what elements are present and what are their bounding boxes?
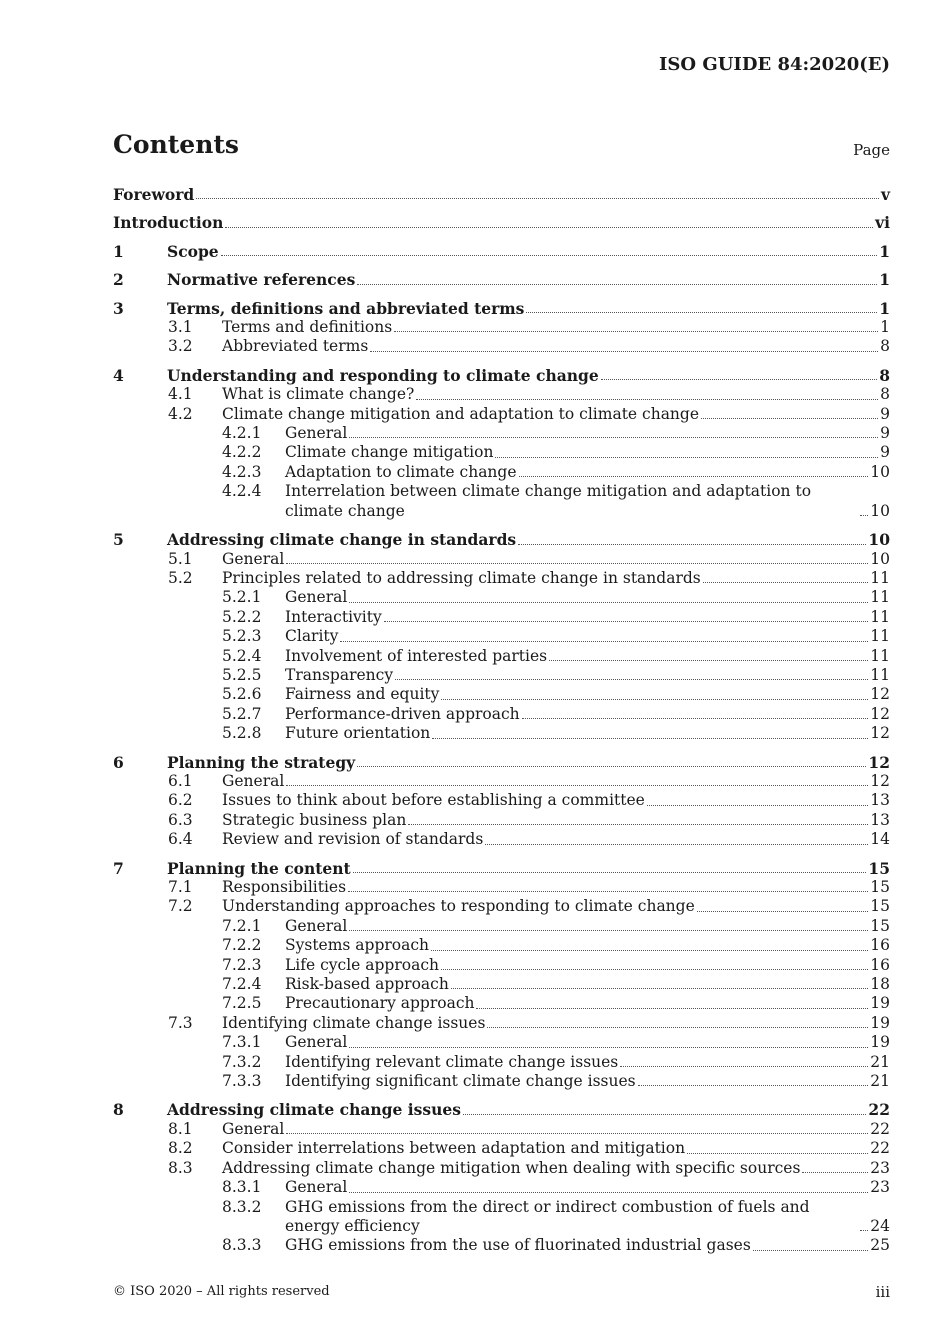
toc-entry-page: 22 [868,1100,890,1120]
toc-entry[interactable] [113,897,890,916]
toc-entry-page: 22 [870,1119,890,1138]
dot-leader [518,544,866,545]
toc-entry-number: 7.3.3 [222,1072,262,1091]
toc-entry-title: Review and revision of standards [222,830,484,849]
toc-entry-title: General [285,424,348,443]
dot-leader [638,1085,869,1086]
dot-leader [221,255,878,256]
toc-entry[interactable] [113,1120,890,1139]
copyright-notice: © ISO 2020 – All rights reserved [113,1284,330,1299]
toc-entry-title: General [222,771,285,790]
toc-entry-page: vi [875,213,890,233]
toc-entry-number: 8 [113,1100,124,1120]
toc-entry-number: 5.2.4 [222,646,262,665]
page-number: iii [875,1283,890,1301]
toc-entry-title: Precautionary approach [285,994,475,1013]
toc-entry-page: 22 [870,1139,890,1158]
toc-entry[interactable] [113,830,890,849]
toc-entry[interactable] [113,424,890,443]
dot-leader [703,582,869,583]
toc-entry-title: Addressing climate change issues [167,1100,461,1120]
toc-entry-number: 4.2.4 [222,482,262,501]
dot-leader [349,437,878,438]
toc-entry-page: 16 [870,955,890,974]
dot-leader [487,1027,868,1028]
toc-entry-number: 7 [113,858,124,878]
dot-leader [340,641,868,642]
toc-entry[interactable] [113,791,890,810]
toc-entry-number: 5.1 [168,549,193,568]
toc-entry-page: 1 [879,270,890,290]
dot-leader [394,331,878,332]
toc-entry-page: 1 [880,318,890,337]
toc-entry-number: 6.2 [168,791,193,810]
dot-leader [697,911,869,912]
toc-entry-title: Planning the strategy [167,752,356,772]
toc-entry-title: GHG emissions from the direct or indirect combustion of fuels and energy efficiency [285,1197,810,1235]
contents-heading: Contents [113,130,240,159]
toc-entry-number: 5.2.6 [222,685,262,704]
dot-leader [753,1250,868,1251]
dot-leader [196,198,879,199]
toc-entry-page: 23 [870,1178,890,1197]
toc-entry-number: 5.2.3 [222,627,262,646]
toc-entry-title: Issues to think about before establishing a committee [222,791,645,810]
toc-entry-title: Scope [167,241,219,261]
toc-entry-title: Understanding approaches to responding to climate change [222,897,695,916]
dot-leader [384,621,869,622]
toc-entry[interactable] [113,366,890,385]
toc-entry-title: Transparency [285,665,394,684]
toc-entry-number: 4.1 [168,385,193,404]
toc-entry-number: 2 [113,270,124,290]
toc-entry-title: Terms, definitions and abbreviated terms [167,298,525,318]
toc-entry[interactable] [113,337,890,356]
dot-leader [522,718,869,719]
dot-leader [860,1230,868,1231]
toc-entry-number: 4.2.3 [222,462,262,481]
toc-entry-page: 1 [879,298,890,318]
toc-entry[interactable] [113,753,890,772]
dot-leader [286,563,868,564]
toc-entry-number: 7.2.1 [222,916,262,935]
dot-leader [348,891,868,892]
toc-entry-title: What is climate change? [222,385,415,404]
dot-leader [549,660,868,661]
toc-entry[interactable] [113,859,890,878]
toc-entry-number: 8.3.2 [222,1197,262,1216]
toc-entry[interactable] [113,1033,890,1052]
toc-entry-number: 5.2.8 [222,724,262,743]
toc-entry-number: 7.2.2 [222,936,262,955]
toc-entry[interactable] [113,1236,890,1255]
toc-entry[interactable] [113,1159,890,1178]
toc-entry-title: Future orientation [285,724,431,743]
toc-entry-page: 11 [870,627,890,646]
toc-entry[interactable] [113,666,890,685]
toc-entry-page: 25 [870,1236,890,1255]
toc-entry-number: 6.4 [168,830,193,849]
toc-entry[interactable] [113,569,890,588]
dot-leader [802,1172,868,1173]
toc-entry-number: 7.2.5 [222,994,262,1013]
dot-leader [519,476,869,477]
toc-entry-number: 8.3.3 [222,1236,262,1255]
toc-entry-page: 18 [870,975,890,994]
toc-entry[interactable] [113,318,890,337]
toc-entry-title: Adaptation to climate change [285,462,517,481]
toc-entry[interactable] [113,917,890,936]
dot-leader [395,679,868,680]
toc-entry-title: Abbreviated terms [222,337,369,356]
toc-entry-page: 10 [870,549,890,568]
toc-entry-title: General [222,549,285,568]
toc-entry-number: 3.1 [168,318,193,337]
toc-entry-page: 12 [868,752,890,772]
dot-leader [451,988,868,989]
toc-entry-number: 7.3.2 [222,1052,262,1071]
toc-entry[interactable] [113,724,890,743]
table-of-contents [113,185,890,1256]
dot-leader [432,738,868,739]
toc-entry[interactable] [113,213,890,232]
toc-entry[interactable] [113,685,890,704]
toc-entry[interactable] [113,1014,890,1033]
toc-entry-title: Life cycle approach [285,955,439,974]
dot-leader [476,1008,868,1009]
dot-leader [357,766,866,767]
toc-entry-title: Responsibilities [222,878,347,896]
toc-entry-page: 14 [870,830,890,849]
toc-entry-number: 5.2.1 [222,588,262,607]
toc-entry-number: 5.2 [168,568,193,587]
toc-entry-page: 12 [870,724,890,743]
toc-entry-number: 7.3 [168,1013,193,1032]
dot-leader [349,602,868,603]
dot-leader [370,351,878,352]
toc-entry-page: 11 [870,646,890,665]
toc-entry-title: Identifying relevant climate change issues [285,1052,619,1071]
toc-entry-number: 6.1 [168,771,193,790]
toc-entry[interactable] [113,1053,890,1072]
toc-entry-page: 19 [870,1013,890,1032]
toc-entry-title: Understanding and responding to climate change [167,365,599,385]
toc-entry-title: Principles related to addressing climate change in standards [222,568,701,587]
dot-leader [349,1192,868,1193]
toc-entry-number: 5 [113,530,124,550]
toc-entry[interactable] [113,647,890,666]
dot-leader [353,872,867,873]
toc-entry-page: 21 [870,1072,890,1091]
dot-leader [860,515,868,516]
dot-leader [431,950,868,951]
toc-entry-title: Interactivity [285,607,382,626]
toc-entry-page: 12 [870,771,890,790]
dot-leader [349,930,868,931]
toc-entry-title: Normative references [167,270,356,290]
toc-entry-page: 12 [870,685,890,704]
toc-entry-number: 7.3.1 [222,1033,262,1052]
toc-entry-number: 7.1 [168,878,193,896]
toc-entry[interactable] [113,975,890,994]
dot-leader [620,1066,868,1067]
toc-entry-page: 9 [880,443,890,462]
toc-entry-title: Performance-driven approach [285,704,520,723]
toc-entry-title: Fairness and equity [285,685,440,704]
toc-entry[interactable] [113,1198,890,1237]
toc-entry[interactable] [113,405,890,424]
toc-entry-title: Climate change mitigation and adaptation to climate change [222,404,700,423]
toc-entry-title: GHG emissions from the use of fluorinated industrial gases [285,1236,751,1255]
toc-entry-title: Addressing climate change mitigation when dealing with specific sources [222,1158,801,1177]
toc-entry-title: Consider interrelations between adaptation and mitigation [222,1139,686,1158]
toc-entry-title: General [285,588,348,607]
toc-entry-page: 23 [870,1158,890,1177]
toc-entry-title: Clarity [285,627,339,646]
toc-entry-title: General [285,916,348,935]
toc-entry-page: 13 [870,791,890,810]
toc-entry-title: Risk-based approach [285,975,449,994]
dot-leader [441,969,868,970]
toc-entry[interactable] [113,588,890,607]
dot-leader [701,418,878,419]
toc-entry-number: 4.2.1 [222,424,262,443]
toc-entry[interactable] [113,530,890,549]
toc-entry-page: 15 [870,897,890,916]
toc-entry-number: 3.2 [168,337,193,356]
toc-entry-number: 8.2 [168,1139,193,1158]
toc-entry[interactable] [113,550,890,569]
toc-entry-title: Planning the content [167,858,351,878]
toc-entry[interactable] [113,185,890,204]
dot-leader [687,1153,868,1154]
toc-entry-number: 6.3 [168,810,193,829]
toc-entry-page: 19 [870,1033,890,1052]
toc-entry-page: 11 [870,588,890,607]
toc-entry-page: 9 [880,404,890,423]
toc-entry[interactable] [113,1139,890,1158]
dot-leader [408,824,868,825]
toc-entry-page: 15 [868,858,890,878]
toc-entry-title: General [285,1033,348,1052]
dot-leader [647,805,868,806]
toc-entry-page: 9 [880,424,890,443]
dot-leader [349,1047,868,1048]
toc-entry-title: General [285,1178,348,1197]
dot-leader [526,312,877,313]
toc-entry-title: Systems approach [285,936,430,955]
toc-entry[interactable] [113,463,890,482]
toc-entry-number: 8.3.1 [222,1178,262,1197]
dot-leader [495,457,878,458]
toc-entry-number: 6 [113,752,124,772]
toc-entry[interactable] [113,1072,890,1091]
dot-leader [601,379,877,380]
toc-entry[interactable] [113,956,890,975]
toc-entry-page: 15 [870,878,890,896]
toc-entry-page: 19 [870,994,890,1013]
toc-entry-number: 8.3 [168,1158,193,1177]
toc-entry-page: 8 [880,337,890,356]
toc-entry[interactable] [113,242,890,261]
toc-entry[interactable] [113,443,890,462]
toc-entry-page: 12 [870,704,890,723]
toc-entry[interactable] [113,482,890,521]
toc-entry-title: General [222,1119,285,1138]
toc-entry[interactable] [113,1100,890,1119]
dot-leader [357,284,877,285]
toc-entry[interactable] [113,994,890,1013]
document-code: ISO GUIDE 84:2020(E) [659,54,890,75]
toc-entry[interactable] [113,878,890,897]
dot-leader [441,699,868,700]
toc-entry-title: Addressing climate change in standards [167,530,517,550]
toc-entry-number: 7.2.3 [222,955,262,974]
toc-entry-number: 5.2.7 [222,704,262,723]
toc-entry-title: Climate change mitigation [285,443,494,462]
toc-entry-number: 4.2 [168,404,193,423]
toc-entry[interactable] [113,772,890,791]
toc-entry[interactable] [113,270,890,289]
toc-entry[interactable] [113,608,890,627]
dot-leader [416,399,878,400]
toc-entry-page: 24 [870,1216,890,1235]
toc-entry-number: 5.2.2 [222,607,262,626]
toc-entry[interactable] [113,811,890,830]
toc-entry[interactable] [113,299,890,318]
toc-entry-page: 15 [870,916,890,935]
dot-leader [286,1133,868,1134]
dot-leader [225,227,873,228]
toc-entry-page: 8 [880,385,890,404]
toc-entry-number: 3 [113,298,124,318]
toc-entry-page: 16 [870,936,890,955]
toc-entry-page: 11 [870,665,890,684]
page-column-label: Page [853,141,890,159]
dot-leader [463,1114,866,1115]
toc-entry-number: 7.2 [168,897,193,916]
toc-entry-number: 4.2.2 [222,443,262,462]
toc-entry-page: 11 [870,568,890,587]
toc-entry-page: 10 [870,462,890,481]
toc-entry-page: v [880,185,890,204]
toc-entry[interactable] [113,385,890,404]
toc-entry[interactable] [113,1178,890,1197]
toc-entry-title: Involvement of interested parties [285,646,548,665]
toc-entry-title: Identifying climate change issues [222,1013,486,1032]
toc-entry-number: 7.2.4 [222,975,262,994]
toc-entry-number: 4 [113,365,124,385]
toc-entry[interactable] [113,705,890,724]
toc-entry-title: Interrelation between climate change mitigation and adaptation to climate change [285,482,812,520]
toc-entry-number: 5.2.5 [222,665,262,684]
toc-entry-page: 10 [868,530,890,550]
toc-entry-number: 8.1 [168,1119,193,1138]
toc-entry-title: Foreword [113,185,195,204]
toc-entry-page: 13 [870,810,890,829]
toc-entry-page: 8 [879,365,890,385]
toc-entry-page: 21 [870,1052,890,1071]
toc-entry-title: Strategic business plan [222,810,407,829]
toc-entry-page: 10 [870,501,890,520]
dot-leader [286,785,868,786]
toc-entry-page: 1 [879,241,890,261]
toc-entry-title: Introduction [113,213,224,233]
dot-leader [485,844,868,845]
toc-entry[interactable] [113,936,890,955]
toc-entry-number: 1 [113,241,124,261]
toc-entry-page: 11 [870,607,890,626]
toc-entry[interactable] [113,627,890,646]
toc-entry-title: Terms and definitions [222,318,393,337]
toc-entry-title: Identifying significant climate change issues [285,1072,636,1091]
